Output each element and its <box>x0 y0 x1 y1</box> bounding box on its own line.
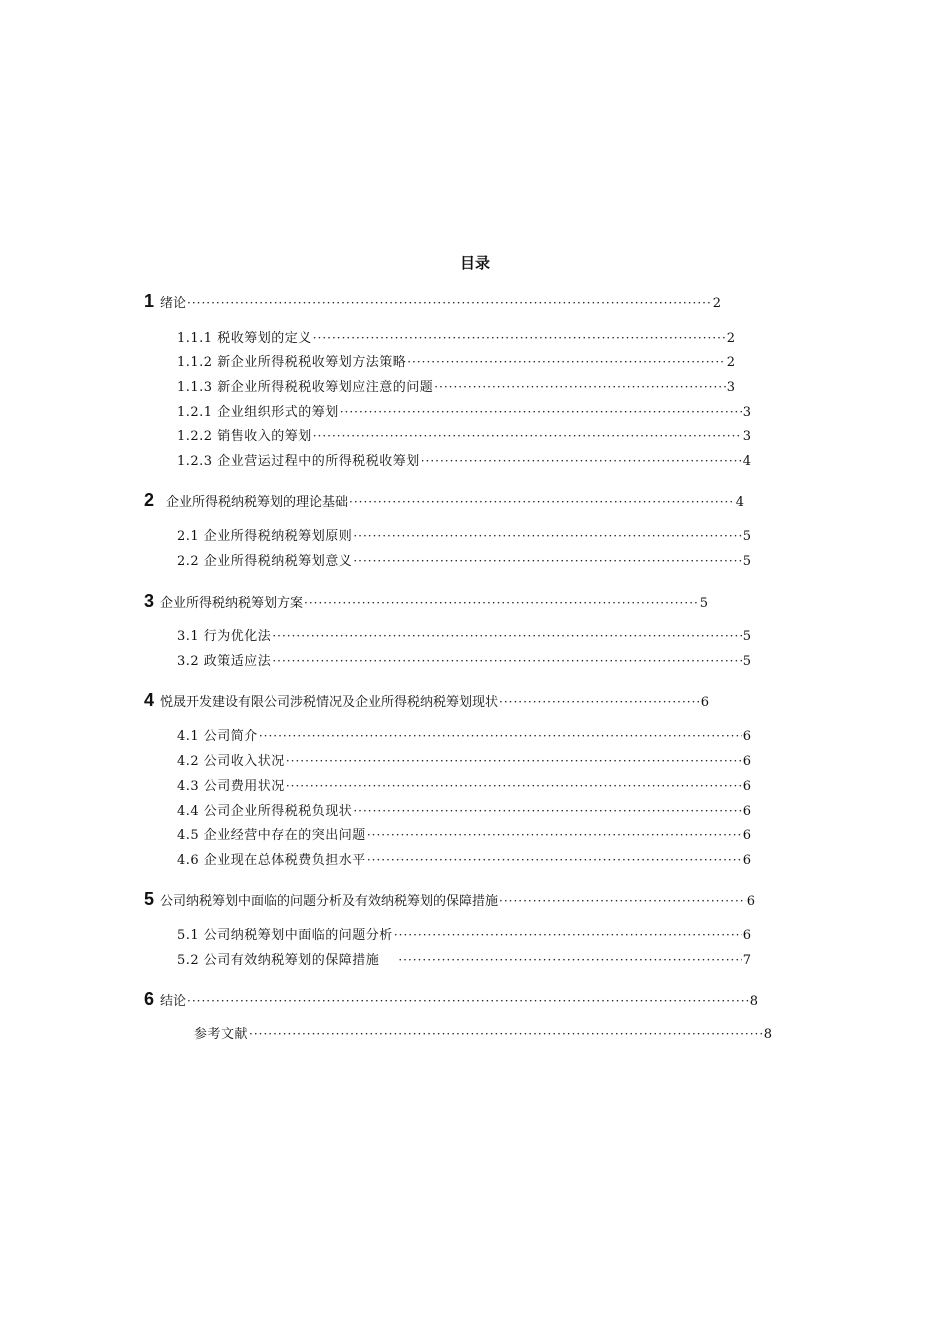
toc-entry-chapter-5[interactable] <box>144 889 755 909</box>
toc-entry[interactable] <box>177 850 751 870</box>
chapter-number: 6 <box>144 989 155 1009</box>
toc-entry-references[interactable] <box>194 1024 772 1044</box>
toc-entry[interactable] <box>177 402 751 422</box>
dot-leader <box>187 991 749 1011</box>
entry-label: 4.6 企业现在总体税费负担水平 <box>177 853 366 868</box>
page-number: 3 <box>742 429 751 444</box>
entry-label: 5.1 公司纳税筹划中面临的问题分析 <box>177 928 393 943</box>
toc-entry[interactable] <box>177 751 751 771</box>
toc-entry[interactable] <box>177 451 751 471</box>
toc-entry-chapter-1[interactable] <box>144 291 721 311</box>
entry-label: 1.2.1 企业组织形式的筹划 <box>177 405 339 420</box>
toc-entry[interactable] <box>177 651 751 671</box>
page-number: 6 <box>746 894 755 909</box>
entry-label: 1.1.3 新企业所得税税收筹划应注意的问题 <box>177 380 434 395</box>
entry-label: 结论 <box>160 994 187 1009</box>
page-number: 2 <box>712 296 721 311</box>
dot-leader <box>499 692 700 712</box>
toc-entry[interactable] <box>177 626 751 646</box>
entry-label: 3.2 政策适应法 <box>177 654 272 669</box>
entry-label: 4.1 公司简介 <box>177 729 258 744</box>
toc-entry[interactable] <box>177 925 751 945</box>
dot-leader <box>349 492 735 512</box>
page-number: 8 <box>749 994 758 1009</box>
toc-entry[interactable] <box>177 377 735 397</box>
entry-label: 企业所得税纳税筹划方案 <box>160 596 304 611</box>
dot-leader <box>272 626 741 646</box>
toc-entry[interactable] <box>177 950 751 970</box>
toc-entry-chapter-4[interactable] <box>144 690 709 710</box>
dot-leader <box>187 293 712 313</box>
toc-entry-chapter-2[interactable] <box>144 490 744 510</box>
entry-label: 1.1.2 新企业所得税税收筹划方法策略 <box>177 355 407 370</box>
entry-label: 4.3 公司费用状况 <box>177 779 285 794</box>
page-number: 6 <box>700 695 709 710</box>
entry-label: 1.2.2 销售收入的筹划 <box>177 429 312 444</box>
page-number: 6 <box>742 853 751 868</box>
toc-entry[interactable] <box>177 776 751 796</box>
toc-entry[interactable] <box>177 551 751 571</box>
entry-label: 企业所得税纳税筹划的理论基础 <box>166 495 349 510</box>
chapter-number: 3 <box>144 591 155 611</box>
entry-label: 1.1.1 税收筹划的定义 <box>177 331 312 346</box>
dot-leader <box>286 751 742 771</box>
toc-entry[interactable] <box>177 801 751 821</box>
dot-leader <box>353 526 741 546</box>
toc-entry-chapter-6[interactable] <box>144 989 758 1009</box>
page-number: 7 <box>742 953 751 968</box>
dot-leader <box>421 451 742 471</box>
chapter-number: 4 <box>144 690 155 710</box>
dot-leader <box>353 801 741 821</box>
page-number: 5 <box>742 654 751 669</box>
entry-label: 2.2 企业所得税纳税筹划意义 <box>177 554 353 569</box>
dot-leader <box>407 352 726 372</box>
dot-leader <box>367 850 742 870</box>
page-number: 4 <box>735 495 744 510</box>
dot-leader <box>398 950 741 970</box>
page-title: 目录 <box>459 254 490 272</box>
chapter-number: 1 <box>144 291 155 311</box>
entry-label: 悦晟开发建设有限公司涉税情况及企业所得税纳税筹划现状 <box>160 695 499 710</box>
entry-label: 参考文献 <box>194 1027 249 1042</box>
entry-label: 4.5 企业经营中存在的突出问题 <box>177 828 366 843</box>
page-number: 8 <box>763 1027 772 1042</box>
dot-leader <box>353 551 741 571</box>
dot-leader <box>249 1024 763 1044</box>
page-number: 2 <box>726 355 735 370</box>
page-number: 6 <box>742 828 751 843</box>
dot-leader <box>304 593 699 613</box>
toc-entry[interactable] <box>177 426 751 446</box>
entry-label: 5.2 公司有效纳税筹划的保障措施 <box>177 953 380 968</box>
dot-leader <box>313 426 742 446</box>
dot-leader <box>499 891 746 911</box>
page-number: 5 <box>699 596 708 611</box>
page-number: 6 <box>742 928 751 943</box>
entry-label: 4.2 公司收入状况 <box>177 754 285 769</box>
entry-label: 2.1 企业所得税纳税筹划原则 <box>177 529 353 544</box>
dot-leader <box>367 825 742 845</box>
toc-entry[interactable] <box>177 825 751 845</box>
entry-label: 1.2.3 企业营运过程中的所得税税收筹划 <box>177 454 420 469</box>
page-number: 3 <box>742 405 751 420</box>
toc-entry[interactable] <box>177 328 735 348</box>
dot-leader <box>313 328 726 348</box>
dot-leader <box>272 651 741 671</box>
page-number: 3 <box>726 380 735 395</box>
page-number: 6 <box>742 754 751 769</box>
dot-leader <box>259 726 742 746</box>
page-number: 5 <box>742 629 751 644</box>
page-number: 6 <box>742 729 751 744</box>
entry-label: 3.1 行为优化法 <box>177 629 272 644</box>
toc-entry-chapter-3[interactable] <box>144 591 708 611</box>
page-number: 4 <box>742 454 751 469</box>
dot-leader <box>340 402 742 422</box>
toc-entry[interactable] <box>177 352 735 372</box>
dot-leader <box>286 776 742 796</box>
chapter-number: 2 <box>144 490 155 510</box>
page-number: 2 <box>726 331 735 346</box>
dot-leader <box>434 377 726 397</box>
page-number: 6 <box>742 804 751 819</box>
toc-entry[interactable] <box>177 526 751 546</box>
chapter-number: 5 <box>144 889 155 909</box>
entry-label: 4.4 公司企业所得税税负现状 <box>177 804 353 819</box>
page-number: 5 <box>742 529 751 544</box>
page-number: 6 <box>742 779 751 794</box>
dot-leader <box>394 925 742 945</box>
entry-label: 绪论 <box>160 296 187 311</box>
page-number: 5 <box>742 554 751 569</box>
toc-entry[interactable] <box>177 726 751 746</box>
entry-label: 公司纳税筹划中面临的问题分析及有效纳税筹划的保障措施 <box>160 894 499 909</box>
